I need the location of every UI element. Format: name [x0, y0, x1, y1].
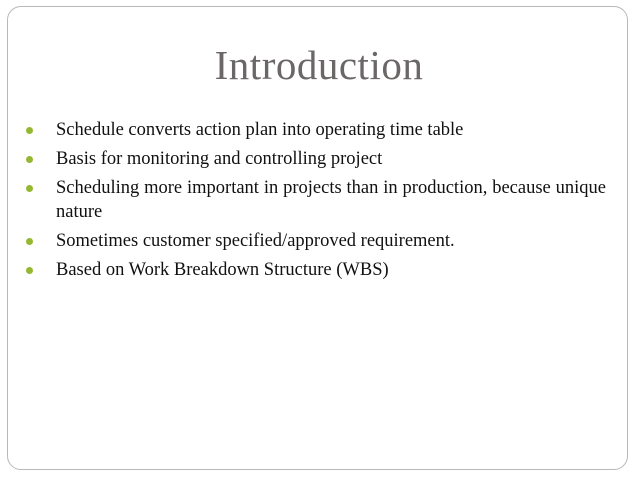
- bullet-text: Schedule converts action plan into operating time table: [56, 120, 464, 140]
- bullet-text: Based on Work Breakdown Structure (WBS): [56, 260, 389, 280]
- bullet-dot-icon: [26, 156, 33, 163]
- bullet-item: [56, 258, 606, 282]
- bullet-dot-icon: [26, 238, 33, 245]
- bullet-dot-icon: [26, 267, 33, 274]
- bullet-item: [56, 176, 606, 224]
- bullet-text: Basis for monitoring and controlling project: [56, 149, 383, 169]
- bullet-text: Sometimes customer specified/approved requirement.: [56, 231, 455, 251]
- bullet-dot-icon: [26, 127, 33, 134]
- bullet-item: [56, 229, 606, 253]
- slide-title: Introduction: [214, 42, 424, 88]
- bullet-item: [56, 118, 606, 142]
- bullet-list: [56, 118, 606, 287]
- bullet-item: [56, 147, 606, 171]
- bullet-text: Scheduling more important in projects than in production, because unique nature: [56, 178, 606, 222]
- bullet-dot-icon: [26, 185, 33, 192]
